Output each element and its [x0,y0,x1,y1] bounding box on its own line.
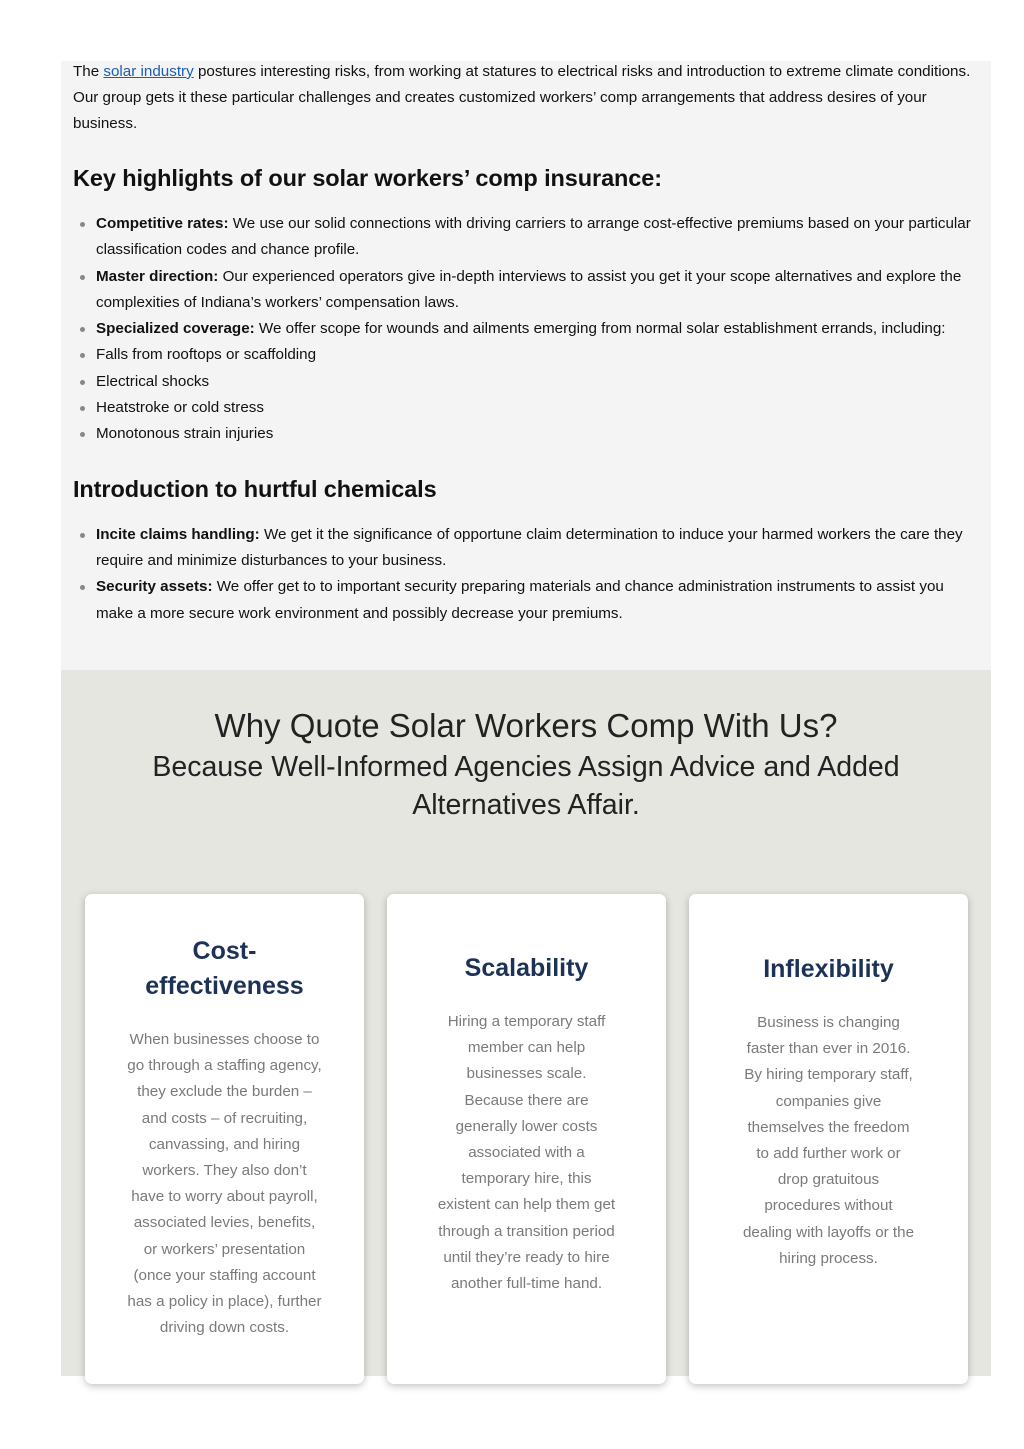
list-item [96,211,979,264]
item-text: Heatstroke or cold stress [96,399,264,417]
card-scalability [387,894,666,1384]
item-label: Security assets: [96,578,213,596]
content-section [61,61,991,670]
list-item [96,574,979,627]
card-body: Hiring a temporary staff member can help businesses scale. Because there are generally lower costs associated with a temporary hire, this existent can help them get through a transition period until they’re ready to hire another full-time hand. [437,1013,616,1293]
item-label: Competitive rates: [96,215,229,232]
card-title: Scalability [464,954,589,982]
item-text: Monotonous strain injuries [96,425,274,443]
list-item [96,522,979,575]
why-title: Why Quote Solar Workers Comp With Us? [214,707,838,744]
card-cost-effectiveness [85,894,364,1384]
solar-industry-link[interactable]: solar industry [103,63,194,80]
item-text: We get it the significance of opportune claim determination to induce your harmed workers the care they require and minimize disturbances to your business. [96,525,963,569]
list-item [96,369,979,395]
card-title: Inflexibility [763,955,894,983]
item-text: Falls from rooftops or scaffolding [96,346,317,364]
chemicals-list [96,522,979,627]
item-text: We offer scope for wounds and ailments emerging from normal solar establishment errands, including: [254,320,946,338]
intro-paragraph [73,59,979,137]
item-text: We use our solid connections with driving carriers to arrange cost-effective premiums based on your particular classification codes and chance profile. [96,215,971,259]
item-text: Electrical shocks [96,372,210,390]
list-item [96,421,979,447]
list-item [96,264,979,317]
highlights-heading: Key highlights of our solar workers’ comp insurance: [73,165,662,191]
card-inflexibility [689,894,968,1384]
why-section [61,670,991,1376]
why-subtitle: Because Well-Informed Agencies Assign Advice and Added Alternatives Affair. [152,751,900,821]
card-body: When businesses choose to go through a staffing agency, they exclude the burden – and costs – of recruiting, canvassing, and hiring workers. They also don’t have to worry about payroll, associated levies, benefits, or workers’ presentation (once your staffing account has a policy in place), further driving down costs. [127,1031,322,1337]
intro-text: postures interesting risks, from working at statures to electrical risks and introduction to extreme climate conditions. Our group gets it these particular challenges and creates customized workers’ comp arrangements that address desires of your business. [73,63,971,132]
highlights-list [96,211,979,448]
card-title: Cost-effectiveness [145,937,304,1000]
list-item [96,316,979,342]
item-label: Specialized coverage: [96,320,255,338]
item-text: We offer get to to important security preparing materials and chance administration instruments to assist you make a more secure work environment and possibly decrease your premiums. [96,578,944,622]
intro-prefix: The [73,63,104,80]
chemicals-heading: Introduction to hurtful chemicals [73,475,437,502]
card-body: Business is changing faster than ever in 2016. By hiring temporary staff, companies give themselves the freedom to add further work or drop gratuitous procedures without dealing with layoffs or the hiring process. [742,1014,915,1267]
item-label: Incite claims handling: [96,525,260,543]
list-item [96,395,979,421]
list-item [96,342,979,368]
item-text: Our experienced operators give in-depth interviews to assist you get it your scope alternatives and explore the complexities of Indiana’s workers’ compensation laws. [96,267,962,311]
item-label: Master direction: [96,267,219,285]
